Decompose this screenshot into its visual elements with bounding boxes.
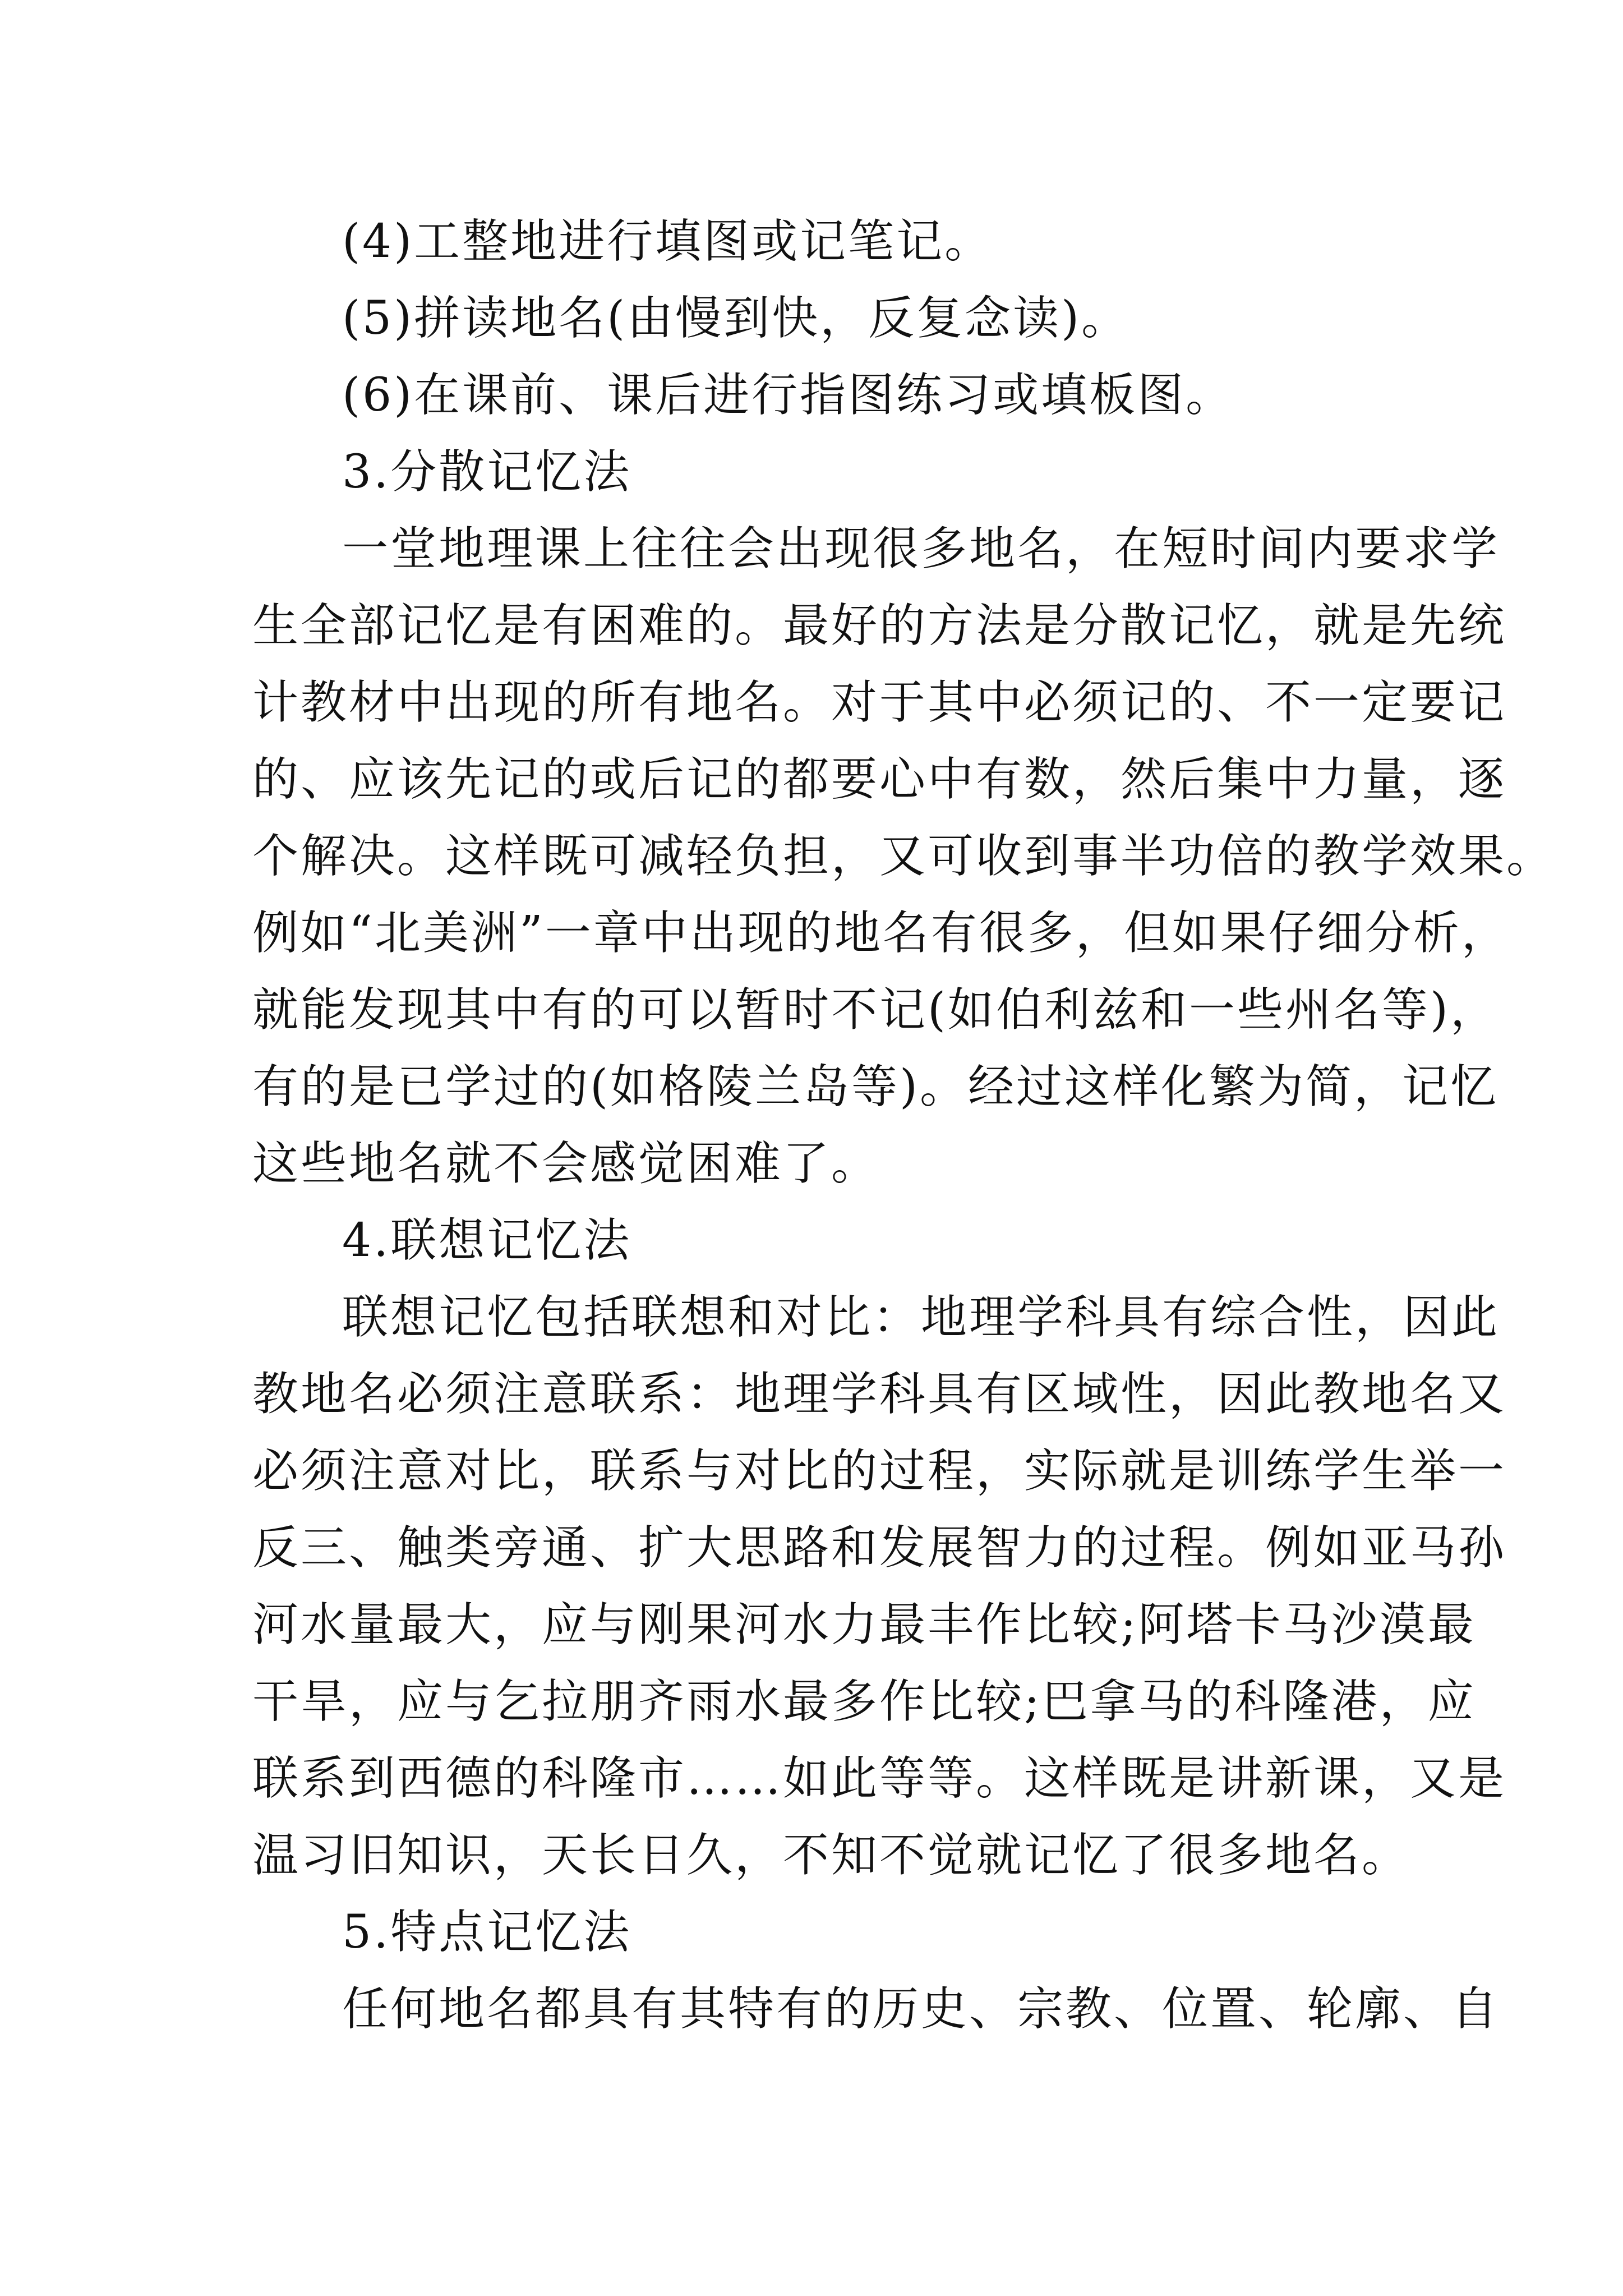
paragraph-line: 有的是已学过的(如格陵兰岛等)。经过这样化繁为简，记忆 — [252, 1060, 1498, 1114]
paragraph-line: 必须注意对比，联系与对比的过程，实际就是训练学生举一 — [252, 1444, 1507, 1498]
paragraph-line: 的、应该先记的或后记的都要心中有数，然后集中力量，逐 — [252, 753, 1507, 806]
list-item-4: (4)工整地进行填图或记笔记。 — [342, 215, 993, 268]
paragraph-line: 联系到西德的科隆市……如此等等。这样既是讲新课，又是 — [252, 1752, 1507, 1805]
paragraph-line: 温习旧知识，天长日久，不知不觉就记忆了很多地名。 — [252, 1829, 1410, 1882]
paragraph-line: 任何地名都具有其特有的历史、宗教、位置、轮廓、自 — [342, 1982, 1500, 2036]
list-item-6: (6)在课前、课后进行指图练习或填板图。 — [342, 369, 1234, 422]
paragraph-line: 就能发现其中有的可以暂时不记(如伯利兹和一些州名等)， — [252, 983, 1498, 1037]
paragraph-line: 一堂地理课上往往会出现很多地名，在短时间内要求学 — [342, 522, 1500, 576]
paragraph-line: 这些地名就不会感觉困难了。 — [252, 1137, 880, 1190]
section-heading-3: 3.分散记忆法 — [342, 445, 632, 499]
paragraph-line: 干旱，应与乞拉朋齐雨水最多作比较;巴拿马的科隆港，应 — [252, 1675, 1476, 1728]
section-heading-5: 5.特点记忆法 — [342, 1906, 632, 1959]
document-body — [252, 203, 1555, 2047]
paragraph-line: 河水量最大，应与刚果河水力最丰作比较;阿塔卡马沙漠最 — [252, 1598, 1476, 1651]
paragraph-line: 反三、触类旁通、扩大思路和发展智力的过程。例如亚马孙 — [252, 1521, 1507, 1575]
paragraph-line: 个解决。这样既可减轻负担，又可收到事半功倍的教学效果。 — [252, 830, 1555, 883]
paragraph-line: 计教材中出现的所有地名。对于其中必须记的、不一定要记 — [252, 676, 1507, 729]
paragraph-line: 教地名必须注意联系：地理学科具有区域性，因此教地名又 — [252, 1368, 1507, 1421]
section-heading-4: 4.联想记忆法 — [342, 1214, 632, 1267]
list-item-5: (5)拼读地名(由慢到快，反复念读)。 — [342, 292, 1130, 345]
paragraph-line: 例如“北美洲”一章中出现的地名有很多，但如果仔细分析， — [252, 907, 1510, 960]
paragraph-line: 生全部记忆是有困难的。最好的方法是分散记忆，就是先统 — [252, 599, 1507, 652]
paragraph-line: 联想记忆包括联想和对比：地理学科具有综合性，因此 — [342, 1291, 1500, 1344]
